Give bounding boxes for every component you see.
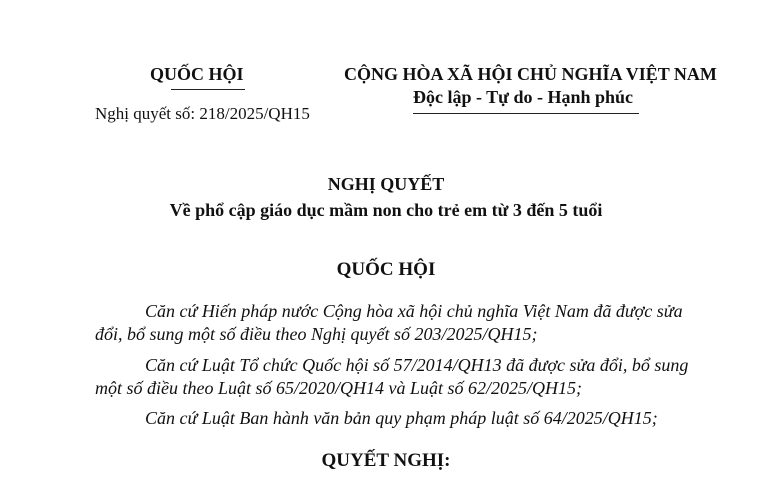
legal-basis-2-line-2: một số điều theo Luật số 65/2020/QH14 và Luật số 62/2025/QH15; xyxy=(95,378,583,398)
legal-basis-2-line-1: Căn cứ Luật Tổ chức Quốc hội số 57/2014/QH13 đã được sửa đổi, bổ sung xyxy=(145,355,689,375)
resolution-number: Nghị quyết số: 218/2025/QH15 xyxy=(95,104,310,123)
document-subject: Về phổ cập giáo dục mầm non cho trẻ em từ 3 đến 5 tuổi xyxy=(169,200,603,220)
agency-underline xyxy=(171,89,245,90)
issuing-agency: QUỐC HỘI xyxy=(150,64,244,84)
issuer-heading: QUỐC HỘI xyxy=(336,259,436,280)
document-type: NGHỊ QUYẾT xyxy=(327,174,445,194)
legal-basis-1-line-1: Căn cứ Hiến pháp nước Cộng hòa xã hội chủ nghĩa Việt Nam đã được sửa xyxy=(145,301,683,321)
motto-underline xyxy=(413,113,639,114)
national-title: CỘNG HÒA XÃ HỘI CHỦ NGHĨA VIỆT NAM xyxy=(344,64,717,84)
legal-basis-1-line-2: đổi, bổ sung một số điều theo Nghị quyết số 203/2025/QH15; xyxy=(95,324,538,344)
legal-basis-3: Căn cứ Luật Ban hành văn bản quy phạm pháp luật số 64/2025/QH15; xyxy=(145,408,658,428)
national-motto: Độc lập - Tự do - Hạnh phúc xyxy=(413,87,634,107)
decision-heading: QUYẾT NGHỊ: xyxy=(321,450,451,471)
